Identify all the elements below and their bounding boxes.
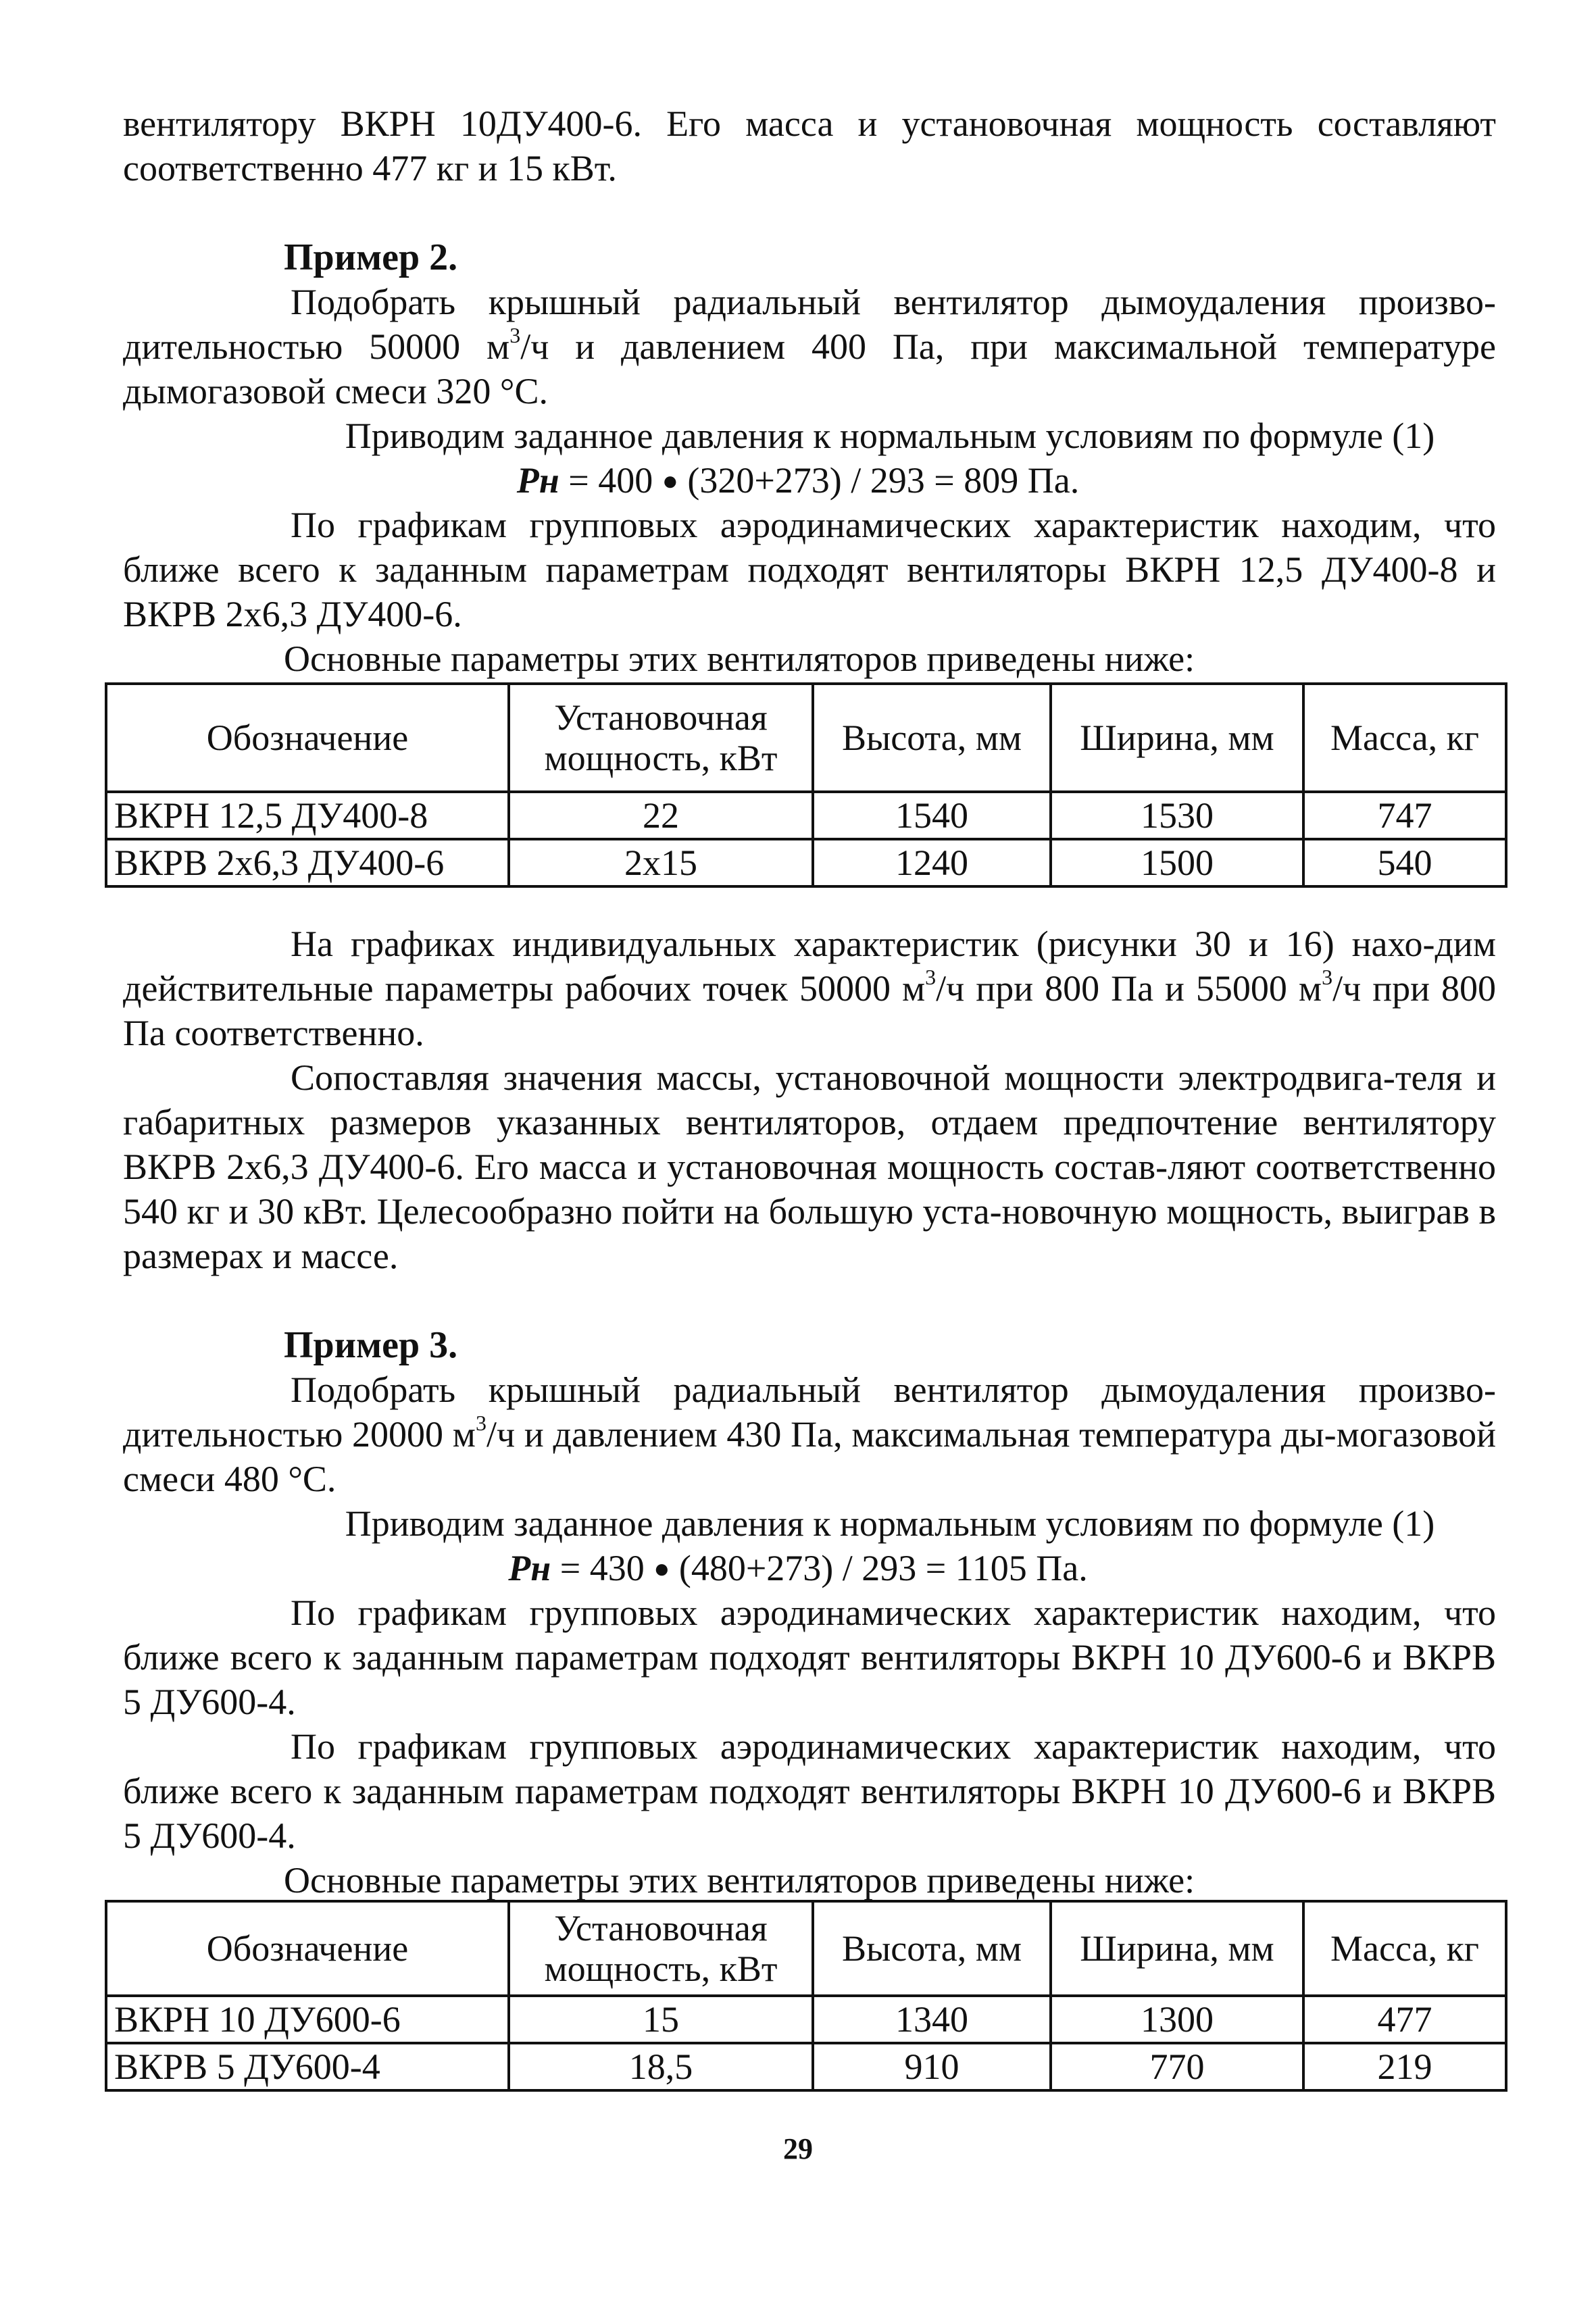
example-3-heading: Пример 3. <box>284 1324 458 1366</box>
table-cell: 15 <box>509 1996 813 2043</box>
example-3-graphs-text-b: По графикам групповых аэродинамических характеристик находим, что ближе всего к заданным параметрам подходят вентиляторы ВКРН 10 ДУ600-6 и ВКРВ 5 ДУ600-4. <box>123 1726 1496 1856</box>
example-3-table-intro: Основные параметры этих вентиляторов приведены ниже: <box>284 1860 1195 1901</box>
example-2-graphs-text: По графикам групповых аэродинамических характеристик находим, что ближе всего к заданным параметрам подходят вентиляторы ВКРН 12,5 ДУ400-8 и ВКРВ 2х6,3 ДУ400-6. <box>123 505 1496 634</box>
table-cell: ВКРВ 2х6,3 ДУ400-6 <box>106 839 509 886</box>
table-cell: 22 <box>509 792 813 839</box>
example-2-individual-text: На графиках индивидуальных характеристик (рисунки 30 и 16) нахо-дим действительные параметры рабочих точек 50000 $м^3/ч$ при 800 Па и 55000 $м^3/ч$ при 800 Па соответственно. <box>123 924 1496 1053</box>
example-3-graphs-text-a: По графикам групповых аэродинамических характеристик находим, что ближе всего к заданным параметрам подходят вентиляторы ВКРН 10 ДУ600-6 и ВКРВ 5 ДУ600-4. <box>123 1592 1496 1722</box>
table-cell: ВКРН 12,5 ДУ400-8 <box>106 792 509 839</box>
example-2-reduce-text: Приводим заданное давления к нормальным условиям по формуле (1) <box>345 416 1435 456</box>
example-3-reduce-text: Приводим заданное давления к нормальным условиям по формуле (1) <box>345 1503 1435 1544</box>
table-cell: 540 <box>1303 839 1506 886</box>
table-header-cell: Высота, мм <box>813 684 1051 792</box>
table-cell: 747 <box>1303 792 1506 839</box>
table-cell: 477 <box>1303 1996 1506 2043</box>
table-cell: 770 <box>1051 2043 1303 2090</box>
table-cell: 219 <box>1303 2043 1506 2090</box>
table-header-cell: Обозначение <box>106 1901 509 1996</box>
example-2-heading: Пример 2. <box>284 236 458 278</box>
table-header-cell: Установочная мощность, кВт <box>509 1901 813 1996</box>
table-header-cell: Высота, мм <box>813 1901 1051 1996</box>
table-header-cell: Ширина, мм <box>1051 684 1303 792</box>
formula-variable: Pн <box>516 460 559 501</box>
table-header-cell: Установочная мощность, кВт <box>509 684 813 792</box>
table-header-cell: Масса, кг <box>1303 1901 1506 1996</box>
table-cell: 1530 <box>1051 792 1303 839</box>
table-cell: 1340 <box>813 1996 1051 2043</box>
table-cell: 18,5 <box>509 2043 813 2090</box>
example-2-conclusion: Сопоставляя значения массы, установочной мощности электродвига-теля и габаритных размеров указанных вентиляторов, отдаем предпочтение вентилятору ВКРВ 2х6,3 ДУ400-6. Его масса и установочная мощность состав-ляют соответственно 540 кг и 30 кВт. Целесообразно пойти на большую уста-новочную мощность, выиграв в размерах и массе. <box>123 1057 1496 1276</box>
table-header-cell: Обозначение <box>106 684 509 792</box>
example-2-task: Подобрать крышный радиальный вентилятор дымоудаления произво-дительностью 50000 $м^3/ч$ и давлением 400 Па, при максимальной температуре дымогазовой смеси 320 °С. <box>123 282 1496 411</box>
table-row <box>106 1996 1506 2043</box>
table-header-cell: Масса, кг <box>1303 684 1506 792</box>
intro-line-2: соответственно 477 кг и 15 кВт. <box>123 148 617 188</box>
table-row <box>106 2043 1506 2090</box>
example-2-formula: Pн = 400 ● (320+273) / 293 = 809 Па. <box>516 460 1080 501</box>
example-3-params-table <box>105 1900 1507 2092</box>
table-cell: 1300 <box>1051 1996 1303 2043</box>
table-header-cell: Ширина, мм <box>1051 1901 1303 1996</box>
intro-line-1: вентилятору ВКРН 10ДУ400-6. Его масса и установочная мощность составляют <box>123 103 1496 144</box>
page-number: 29 <box>783 2132 813 2165</box>
table-cell: 910 <box>813 2043 1051 2090</box>
example-2-params-table <box>105 682 1507 888</box>
table-row <box>106 792 1506 839</box>
table-header-row <box>106 1901 1506 1996</box>
example-2-table-intro: Основные параметры этих вентиляторов приведены ниже: <box>284 638 1195 679</box>
table-cell: 1240 <box>813 839 1051 886</box>
table-cell: ВКРН 10 ДУ600-6 <box>106 1996 509 2043</box>
multiply-dot-icon: ● <box>653 1553 670 1584</box>
example-3-task: Подобрать крышный радиальный вентилятор дымоудаления произво-дительностью 20000 $м^3/ч$ и давлением 430 Па, максимальная температура ды-могазовой смеси 480 °С. <box>123 1369 1496 1499</box>
table-cell: 1540 <box>813 792 1051 839</box>
table-cell: 1500 <box>1051 839 1303 886</box>
table-row <box>106 839 1506 886</box>
table-cell: ВКРВ 5 ДУ600-4 <box>106 2043 509 2090</box>
example-3-formula: Pн = 430 ● (480+273) / 293 = 1105 Па. <box>508 1548 1088 1588</box>
table-cell: 2х15 <box>509 839 813 886</box>
multiply-dot-icon: ● <box>662 466 678 496</box>
formula-variable: Pн <box>508 1548 551 1588</box>
table-header-row <box>106 684 1506 792</box>
